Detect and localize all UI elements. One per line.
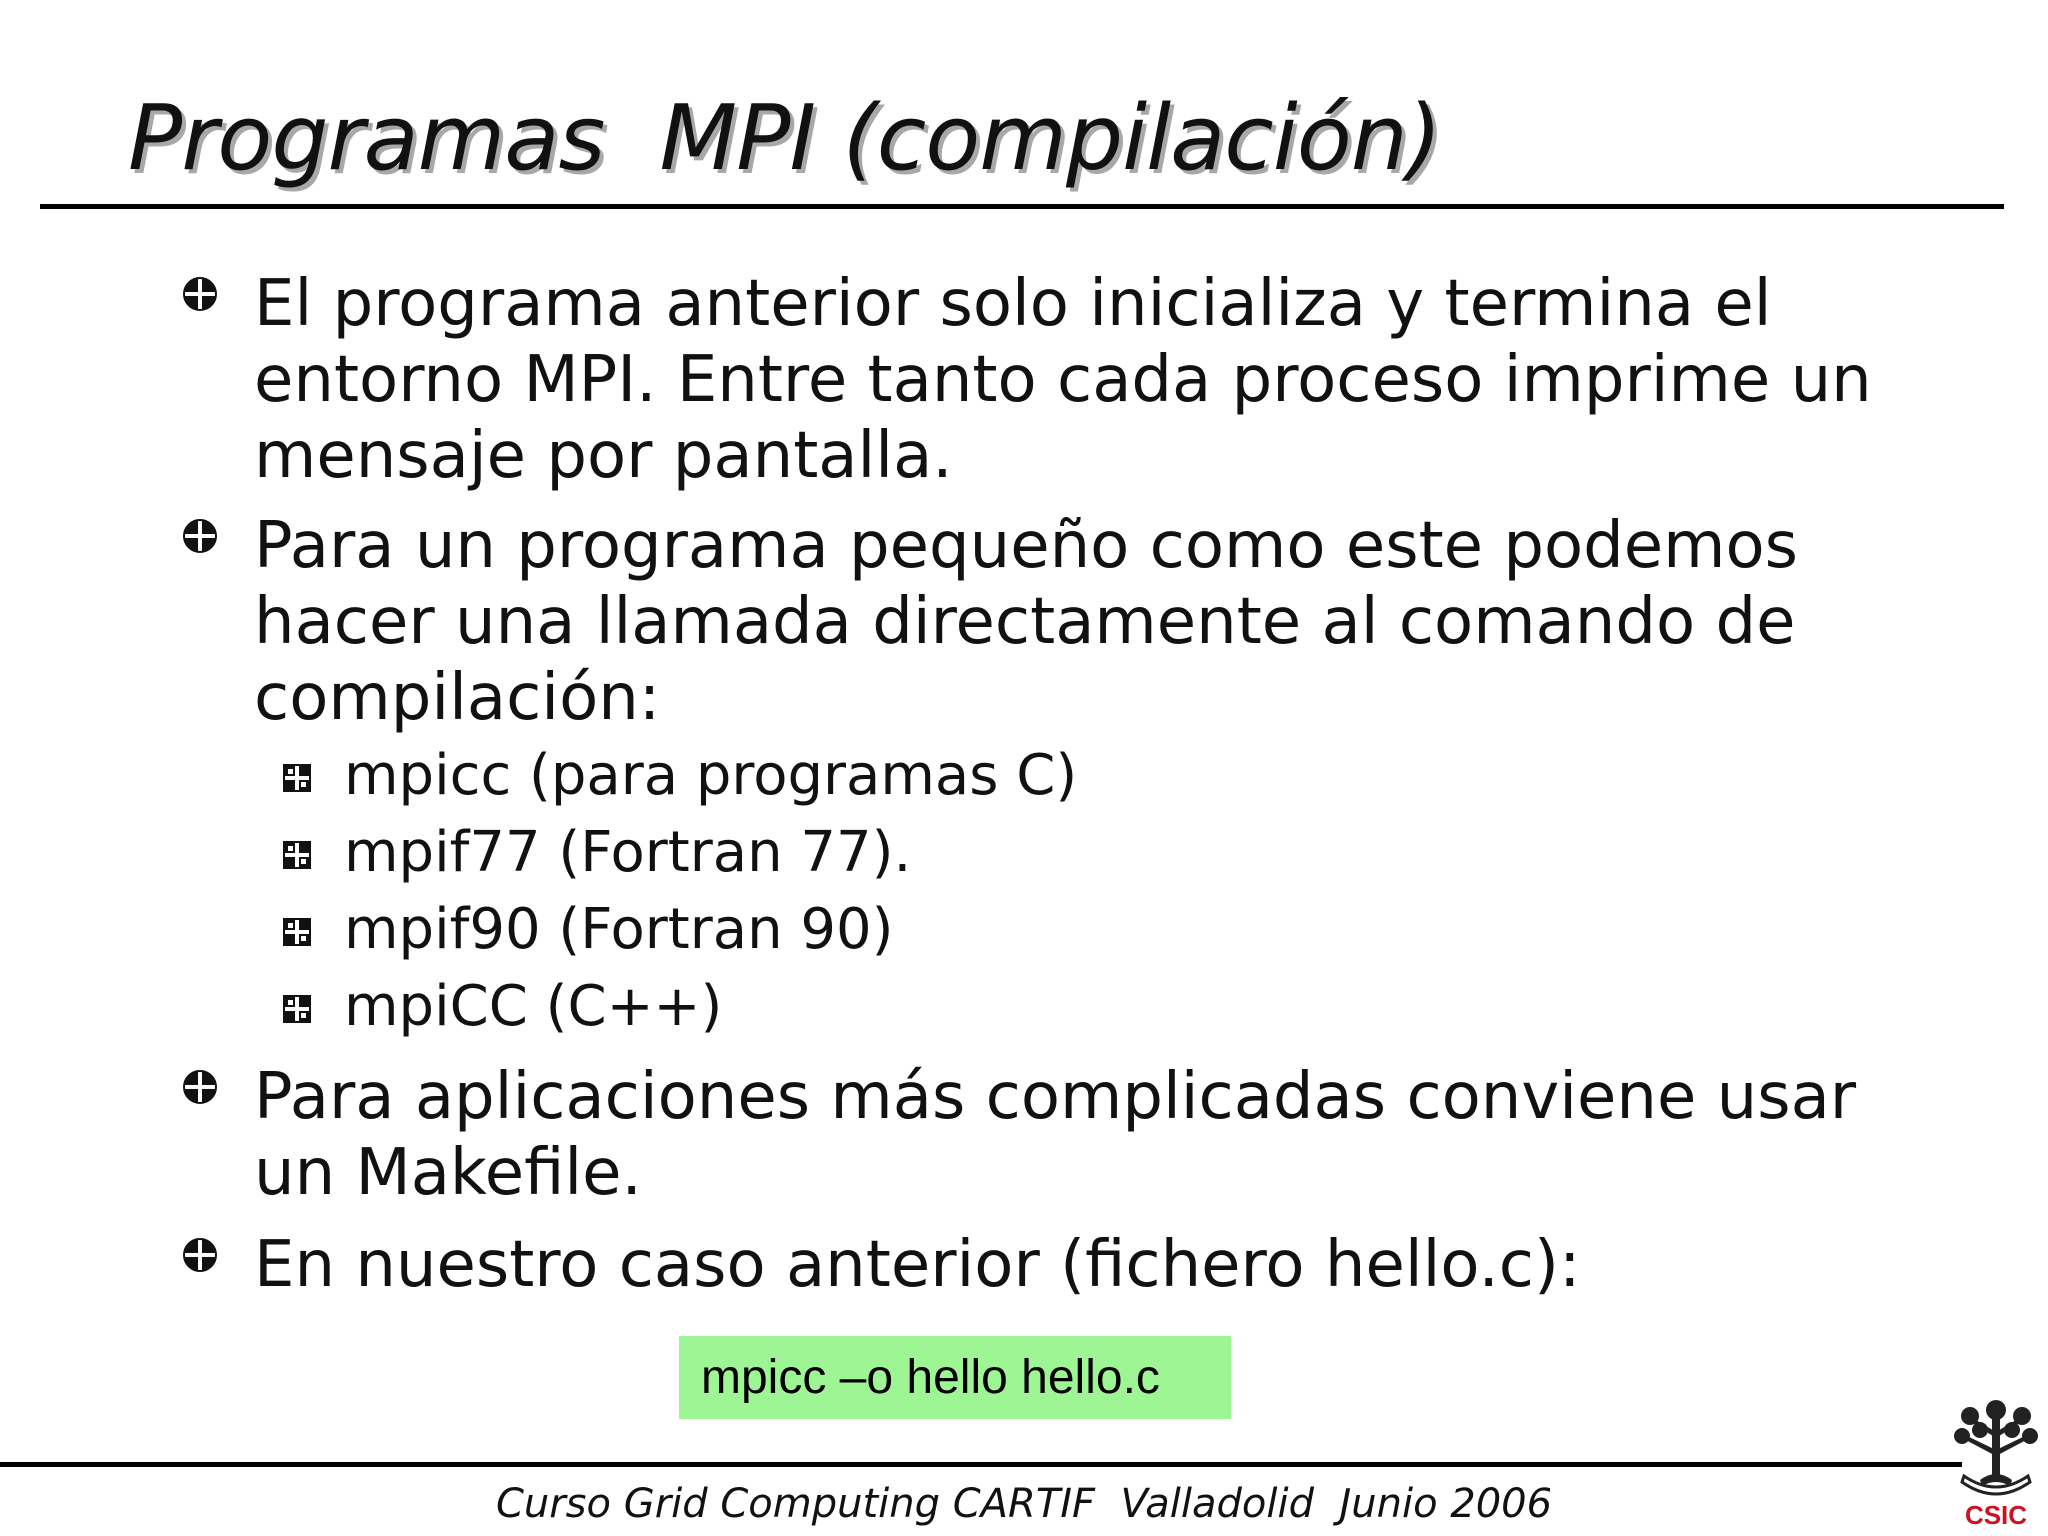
bullet-icon — [182, 1069, 218, 1105]
sub-bullet-icon — [282, 840, 312, 870]
csic-logo — [1950, 1398, 2042, 1530]
footer-divider — [0, 1462, 1962, 1467]
tree-icon — [1954, 1400, 2038, 1494]
bullet-icon — [182, 276, 218, 312]
sub-bullet-item: mpicc (para programas C) — [344, 743, 1078, 808]
bullet-item: El programa anterior solo inicializa y termina el entorno MPI. Entre tanto cada proceso imprime un mensaje por pantalla. — [254, 267, 1872, 493]
sub-bullet-item: mpiCC (C++) — [344, 974, 723, 1039]
title-divider — [40, 204, 2004, 209]
sub-bullet-item: mpif90 (Fortran 90) — [344, 897, 894, 962]
sub-bullet-icon — [282, 763, 312, 793]
logo-text: CSIC — [1964, 1500, 2028, 1530]
bullet-item: En nuestro caso anterior (fichero hello.c): — [254, 1228, 1581, 1302]
bullet-icon — [182, 518, 218, 554]
slide-title: Programas MPI (compilación) — [128, 86, 1441, 191]
bullet-icon — [182, 1237, 218, 1273]
bullet-item: Para un programa pequeño como este podemos hacer una llamada directamente al comando de compilación: — [254, 509, 1798, 735]
bullet-item: Para aplicaciones más complicadas conviene usar un Makefile. — [254, 1060, 1857, 1210]
sub-bullet-item: mpif77 (Fortran 77). — [344, 820, 912, 885]
code-snippet: mpicc –o hello hello.c — [679, 1336, 1231, 1419]
sub-bullet-icon — [282, 994, 312, 1024]
footer-text: Curso Grid Computing CARTIF Valladolid Junio 2006 — [495, 1481, 1553, 1527]
sub-bullet-icon — [282, 917, 312, 947]
